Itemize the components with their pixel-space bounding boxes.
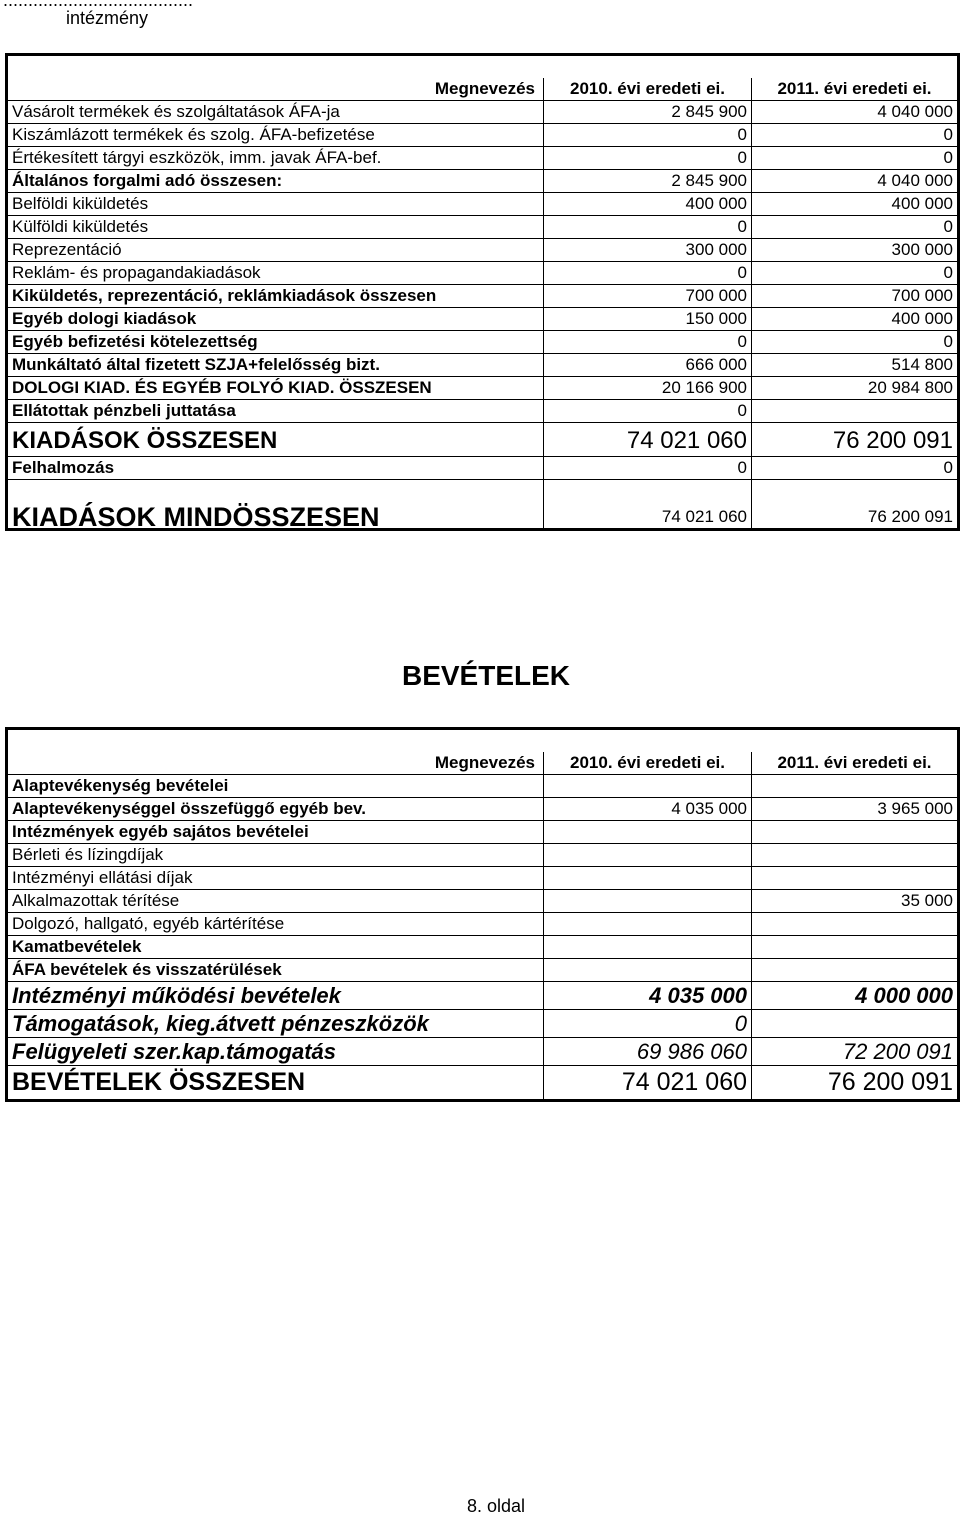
row-value-2010: 0	[544, 262, 752, 285]
row-value-2011	[752, 913, 959, 936]
row-value-2011: 300 000	[752, 239, 959, 262]
row-value-2010: 4 035 000	[544, 982, 752, 1010]
table-row	[7, 354, 959, 377]
row-value-2011: 20 984 800	[752, 377, 959, 400]
table-row	[7, 193, 959, 216]
row-value-2011: 0	[752, 457, 959, 480]
header-dots: ......................................	[3, 0, 194, 10]
row-value-2011: 4 040 000	[752, 170, 959, 193]
row-value-2010: 74 021 060	[544, 480, 752, 530]
row-label: Alaptevékenység bevételei	[7, 775, 544, 798]
row-value-2010: 20 166 900	[544, 377, 752, 400]
row-value-2011	[752, 959, 959, 982]
row-value-2011: 72 200 091	[752, 1038, 959, 1066]
table-header-row	[7, 752, 959, 775]
table-row	[7, 423, 959, 457]
row-label: KIADÁSOK ÖSSZESEN	[7, 423, 544, 457]
row-value-2011: 700 000	[752, 285, 959, 308]
row-value-2011: 0	[752, 331, 959, 354]
column-header-name: Megnevezés	[7, 78, 544, 101]
row-value-2011	[752, 821, 959, 844]
row-value-2011: 4 000 000	[752, 982, 959, 1010]
row-label: Reprezentáció	[7, 239, 544, 262]
row-value-2010: 700 000	[544, 285, 752, 308]
row-value-2011: 4 040 000	[752, 101, 959, 124]
row-value-2011	[752, 775, 959, 798]
row-value-2010: 0	[544, 216, 752, 239]
kiadasok-table	[5, 53, 960, 531]
row-value-2011	[752, 867, 959, 890]
row-value-2011: 76 200 091	[752, 423, 959, 457]
column-header-name: Megnevezés	[7, 752, 544, 775]
row-label: Általános forgalmi adó összesen:	[7, 170, 544, 193]
table-row	[7, 170, 959, 193]
row-label: Kiszámlázott termékek és szolg. ÁFA-befizetése	[7, 124, 544, 147]
row-label: Munkáltató által fizetett SZJA+felelősség bizt.	[7, 354, 544, 377]
table-row	[7, 1038, 959, 1066]
row-value-2011	[752, 936, 959, 959]
row-value-2010: 0	[544, 457, 752, 480]
row-label: Kiküldetés, reprezentáció, reklámkiadások összesen	[7, 285, 544, 308]
row-value-2011: 76 200 091	[752, 1066, 959, 1101]
table-row	[7, 101, 959, 124]
row-value-2011: 0	[752, 262, 959, 285]
table-row	[7, 147, 959, 170]
table-row	[7, 936, 959, 959]
row-value-2010	[544, 867, 752, 890]
table-row	[7, 457, 959, 480]
row-value-2010	[544, 775, 752, 798]
row-label: Dolgozó, hallgató, egyéb kártérítése	[7, 913, 544, 936]
row-value-2010: 0	[544, 124, 752, 147]
row-label: Alaptevékenységgel összefüggő egyéb bev.	[7, 798, 544, 821]
row-value-2010: 2 845 900	[544, 101, 752, 124]
row-value-2010: 0	[544, 400, 752, 423]
row-value-2010: 400 000	[544, 193, 752, 216]
table-row	[7, 959, 959, 982]
row-value-2010: 4 035 000	[544, 798, 752, 821]
row-value-2011: 400 000	[752, 308, 959, 331]
table-row	[7, 890, 959, 913]
table-row	[7, 821, 959, 844]
row-value-2011: 35 000	[752, 890, 959, 913]
row-value-2011	[752, 844, 959, 867]
row-value-2010	[544, 936, 752, 959]
row-value-2010: 0	[544, 147, 752, 170]
table-row	[7, 400, 959, 423]
table-row	[7, 262, 959, 285]
institution-label: intézmény	[66, 8, 149, 28]
row-value-2011: 400 000	[752, 193, 959, 216]
bevetelek-table	[5, 727, 960, 1102]
row-label: Intézményi működési bevételek	[7, 982, 544, 1010]
row-value-2010	[544, 821, 752, 844]
row-value-2011: 0	[752, 124, 959, 147]
column-header-2011: 2011. évi eredeti ei.	[752, 752, 959, 775]
column-header-2010: 2010. évi eredeti ei.	[544, 752, 752, 775]
row-label: Vásárolt termékek és szolgáltatások ÁFA-ja	[7, 101, 544, 124]
row-label: Egyéb befizetési kötelezettség	[7, 331, 544, 354]
row-label: DOLOGI KIAD. ÉS EGYÉB FOLYÓ KIAD. ÖSSZESEN	[7, 377, 544, 400]
row-label: Felhalmozás	[7, 457, 544, 480]
row-label: Intézmények egyéb sajátos bevételei	[7, 821, 544, 844]
row-value-2011	[752, 1010, 959, 1038]
row-label: Felügyeleti szer.kap.támogatás	[7, 1038, 544, 1066]
row-label: Belföldi kiküldetés	[7, 193, 544, 216]
row-label: BEVÉTELEK ÖSSZESEN	[7, 1066, 544, 1101]
table-row	[7, 1066, 959, 1101]
table-row	[7, 1010, 959, 1038]
table-row	[7, 285, 959, 308]
table-row	[7, 844, 959, 867]
row-label: Egyéb dologi kiadások	[7, 308, 544, 331]
table-spacer-row	[7, 729, 959, 753]
row-value-2010	[544, 913, 752, 936]
table-row	[7, 216, 959, 239]
table-row	[7, 982, 959, 1010]
column-header-2010: 2010. évi eredeti ei.	[544, 78, 752, 101]
row-label: ÁFA bevételek és visszatérülések	[7, 959, 544, 982]
table-row	[7, 913, 959, 936]
row-label: Értékesített tárgyi eszközök, imm. javak ÁFA-bef.	[7, 147, 544, 170]
table-row	[7, 798, 959, 821]
row-label: Alkalmazottak térítése	[7, 890, 544, 913]
row-value-2010	[544, 959, 752, 982]
row-label: Ellátottak pénzbeli juttatása	[7, 400, 544, 423]
row-label: Intézményi ellátási díjak	[7, 867, 544, 890]
row-value-2011: 514 800	[752, 354, 959, 377]
table-spacer-row	[7, 55, 959, 79]
row-value-2010: 74 021 060	[544, 423, 752, 457]
row-label: Kamatbevételek	[7, 936, 544, 959]
row-value-2010	[544, 890, 752, 913]
row-label: Reklám- és propagandakiadások	[7, 262, 544, 285]
table-row	[7, 480, 959, 530]
row-value-2010: 0	[544, 331, 752, 354]
table-row	[7, 331, 959, 354]
row-value-2011: 0	[752, 147, 959, 170]
table-row	[7, 239, 959, 262]
table-row	[7, 124, 959, 147]
row-value-2010: 69 986 060	[544, 1038, 752, 1066]
row-value-2010: 0	[544, 1010, 752, 1038]
row-value-2011: 3 965 000	[752, 798, 959, 821]
row-value-2011: 76 200 091	[752, 480, 959, 530]
row-value-2010: 666 000	[544, 354, 752, 377]
page-number: 8. oldal	[466, 1496, 526, 1516]
row-label: Bérleti és lízingdíjak	[7, 844, 544, 867]
row-value-2011: 0	[752, 216, 959, 239]
row-label: Külföldi kiküldetés	[7, 216, 544, 239]
row-value-2010: 300 000	[544, 239, 752, 262]
row-value-2010: 150 000	[544, 308, 752, 331]
table-row	[7, 867, 959, 890]
row-label: KIADÁSOK MINDÖSSZESEN	[7, 480, 544, 530]
row-label: Támogatások, kieg.átvett pénzeszközök	[7, 1010, 544, 1038]
row-value-2010	[544, 844, 752, 867]
table-row	[7, 308, 959, 331]
column-header-2011: 2011. évi eredeti ei.	[752, 78, 959, 101]
table-header-row	[7, 78, 959, 101]
table-row	[7, 775, 959, 798]
row-value-2011	[752, 400, 959, 423]
table-row	[7, 377, 959, 400]
row-value-2010: 74 021 060	[544, 1066, 752, 1101]
section-title-bevetelek: BEVÉTELEK	[401, 660, 571, 691]
row-value-2010: 2 845 900	[544, 170, 752, 193]
